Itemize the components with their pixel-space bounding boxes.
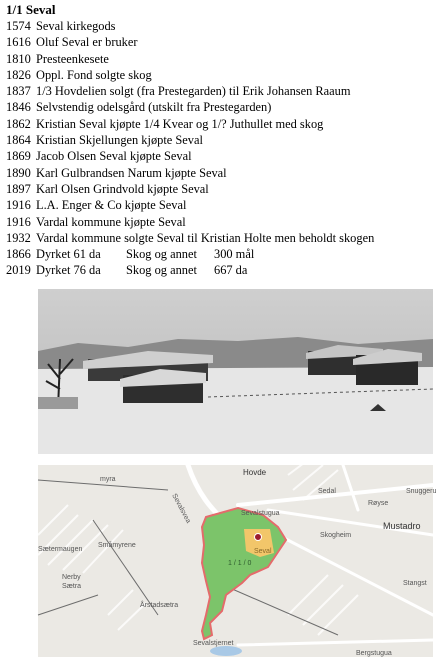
- farm-photo-image: [38, 289, 433, 454]
- map-label-stangst: Stangst: [403, 580, 427, 587]
- history-entry: [6, 116, 442, 132]
- history-year: 1826: [6, 67, 31, 82]
- map-label-nerby: Nerby: [62, 574, 81, 581]
- history-entry: [6, 18, 442, 34]
- map-label-mustadro: Mustadro: [383, 521, 421, 531]
- map-label-saetra: Sætra: [62, 583, 82, 590]
- map-label-sevalsvea: Sevalsvea: [170, 492, 192, 525]
- map-label-myra: myra: [100, 476, 116, 483]
- land-use-entry: [6, 246, 442, 262]
- history-year: 1916: [6, 198, 31, 213]
- forest-label: Skog og annet: [126, 247, 197, 262]
- history-entry: [6, 197, 442, 213]
- history-text: Kristian Skjellungen kjøpte Seval: [36, 133, 203, 148]
- history-text: Selvstendig odelsgård (utskilt fra Prestegarden): [36, 100, 272, 115]
- map-label-sedal: Sedal: [318, 488, 336, 495]
- property-map: [38, 465, 437, 657]
- history-entry: [6, 181, 442, 197]
- history-list: [6, 18, 442, 246]
- cultivated-area: Dyrket 76 da: [36, 263, 101, 278]
- history-year: 1932: [6, 230, 31, 245]
- history-year: 1837: [6, 84, 31, 99]
- history-text: L.A. Enger & Co kjøpte Seval: [36, 198, 187, 213]
- history-entry: [6, 148, 442, 164]
- history-year: 1862: [6, 116, 31, 131]
- document: [6, 2, 442, 279]
- map-label-hovde: Hovde: [243, 468, 267, 477]
- forest-label: Skog og annet: [126, 263, 197, 278]
- map-label-parcel: 1 / 1 / 0: [228, 560, 252, 567]
- land-use-entry: [6, 262, 442, 278]
- history-entry: [6, 83, 442, 99]
- history-entry: [6, 214, 442, 230]
- page-title: 1/1 Seval: [6, 2, 56, 17]
- history-year: 1810: [6, 51, 31, 66]
- map-label-smamyrene: Småmyrene: [98, 542, 136, 549]
- history-text: Oluf Seval er bruker: [36, 35, 138, 50]
- history-text: Karl Olsen Grindvold kjøpte Seval: [36, 181, 209, 196]
- history-entry: [6, 51, 442, 67]
- history-entry: [6, 67, 442, 83]
- land-use-year: 1866: [6, 247, 31, 262]
- history-year: 1897: [6, 181, 31, 196]
- map-label-seval: Seval: [254, 548, 272, 555]
- history-text: Oppl. Fond solgte skog: [36, 67, 152, 82]
- forest-area: 300 mål: [214, 247, 255, 262]
- history-year: 1890: [6, 165, 31, 180]
- history-text: Kristian Seval kjøpte 1/4 Kvear og 1/? Juthullet med skog: [36, 116, 324, 131]
- history-text: Karl Gulbrandsen Narum kjøpte Seval: [36, 165, 227, 180]
- history-entry: [6, 99, 442, 115]
- history-year: 1916: [6, 214, 31, 229]
- map-label-skogheim: Skogheim: [320, 532, 352, 539]
- history-text: Presteenkesete: [36, 51, 109, 66]
- history-year: 1864: [6, 133, 31, 148]
- map-label-sevalstjerne: Sevalstjernet: [193, 640, 234, 647]
- cultivated-area: Dyrket 61 da: [36, 247, 101, 262]
- history-text: Vardal kommune solgte Seval til Kristian Holte men beholdt skogen: [36, 230, 375, 245]
- history-entry: [6, 132, 442, 148]
- farm-photo: [38, 289, 433, 454]
- location-pin-icon: [255, 534, 262, 541]
- history-year: 1574: [6, 19, 31, 33]
- land-use-year: 2019: [6, 263, 31, 278]
- forest-area: 667 da: [214, 263, 248, 278]
- history-entry: [6, 165, 442, 181]
- history-text: Seval kirkegods: [36, 19, 116, 33]
- map-label-raysa: Røyse: [368, 500, 389, 507]
- map-label-arstadsaetra: Årstadsætra: [140, 602, 179, 609]
- map-label-saetermaugen: Sætermaugen: [38, 546, 83, 553]
- history-text: Jacob Olsen Seval kjøpte Seval: [36, 149, 192, 164]
- map-label-sevalstugua: Sevalstugua: [241, 510, 280, 517]
- history-text: 1/3 Hovdelien solgt (fra Prestegarden) til Erik Johansen Raaum: [36, 84, 351, 99]
- history-year: 1869: [6, 149, 31, 164]
- history-entry: [6, 34, 442, 50]
- property-map-image: [38, 465, 437, 657]
- history-text: Vardal kommune kjøpte Seval: [36, 214, 186, 229]
- history-entry: [6, 230, 442, 246]
- lake: [210, 646, 242, 656]
- history-year: 1846: [6, 100, 31, 115]
- map-label-bergstugua: Bergstugua: [356, 650, 392, 657]
- map-label-snuggeru: Snuggeru: [406, 488, 437, 495]
- dyrket-list: [6, 246, 442, 279]
- history-year: 1616: [6, 35, 31, 50]
